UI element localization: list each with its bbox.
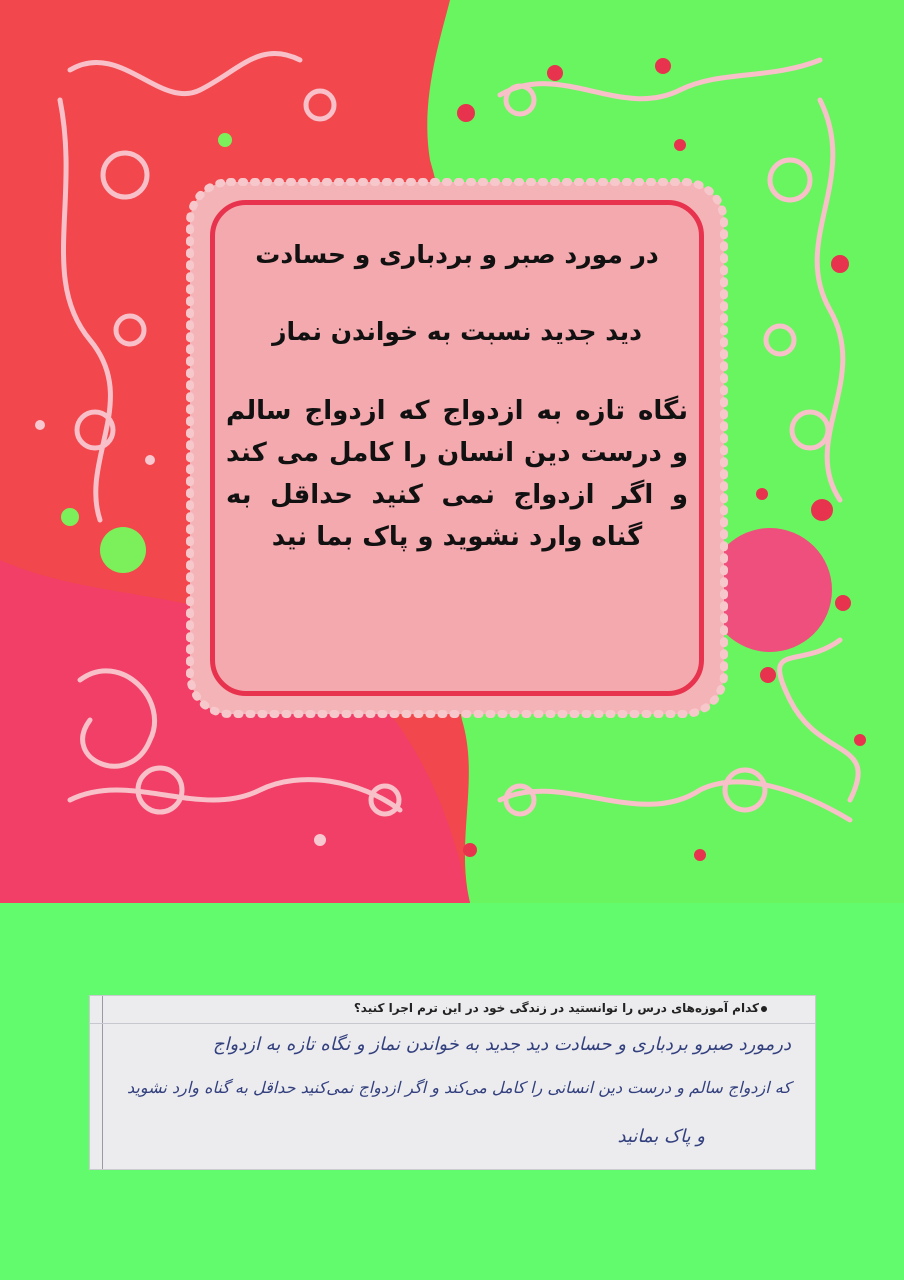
text-card: [186, 178, 728, 718]
worksheet-photo: [89, 995, 816, 1170]
card-title: در مورد صبر و بردباری و حسادت: [255, 240, 659, 269]
handwritten-answer-line: درمورد صبرو بردباری و حسادت دید جدید به خواندن نماز و نگاه تازه به ازدواج: [212, 1034, 791, 1055]
worksheet-question: کدام آموزه‌های درس را توانستید در زندگی خود در این ترم اجرا کنید؟: [353, 1001, 759, 1015]
handwritten-answer-line: که ازدواج سالم و درست دین انسانی را کامل می‌کند و اگر ازدواج نمی‌کنید حداقل به گناه وارد نشوید: [127, 1078, 791, 1097]
card-text: [226, 238, 688, 558]
handwritten-answer-line: و پاک بمانید: [617, 1126, 705, 1147]
question-bullet: [761, 1006, 767, 1012]
header-line: [90, 1023, 815, 1024]
margin-line: [102, 996, 103, 1169]
card-subtitle: دید جدید نسبت به خواندن نماز: [272, 317, 642, 346]
card-body: نگاه تازه به ازدواج که ازدواج سالم و درست دین انسان را کامل می کند و اگر ازدواج نمی کنید حداقل به گناه وارد نشوید و پاک بما نید: [226, 396, 688, 552]
